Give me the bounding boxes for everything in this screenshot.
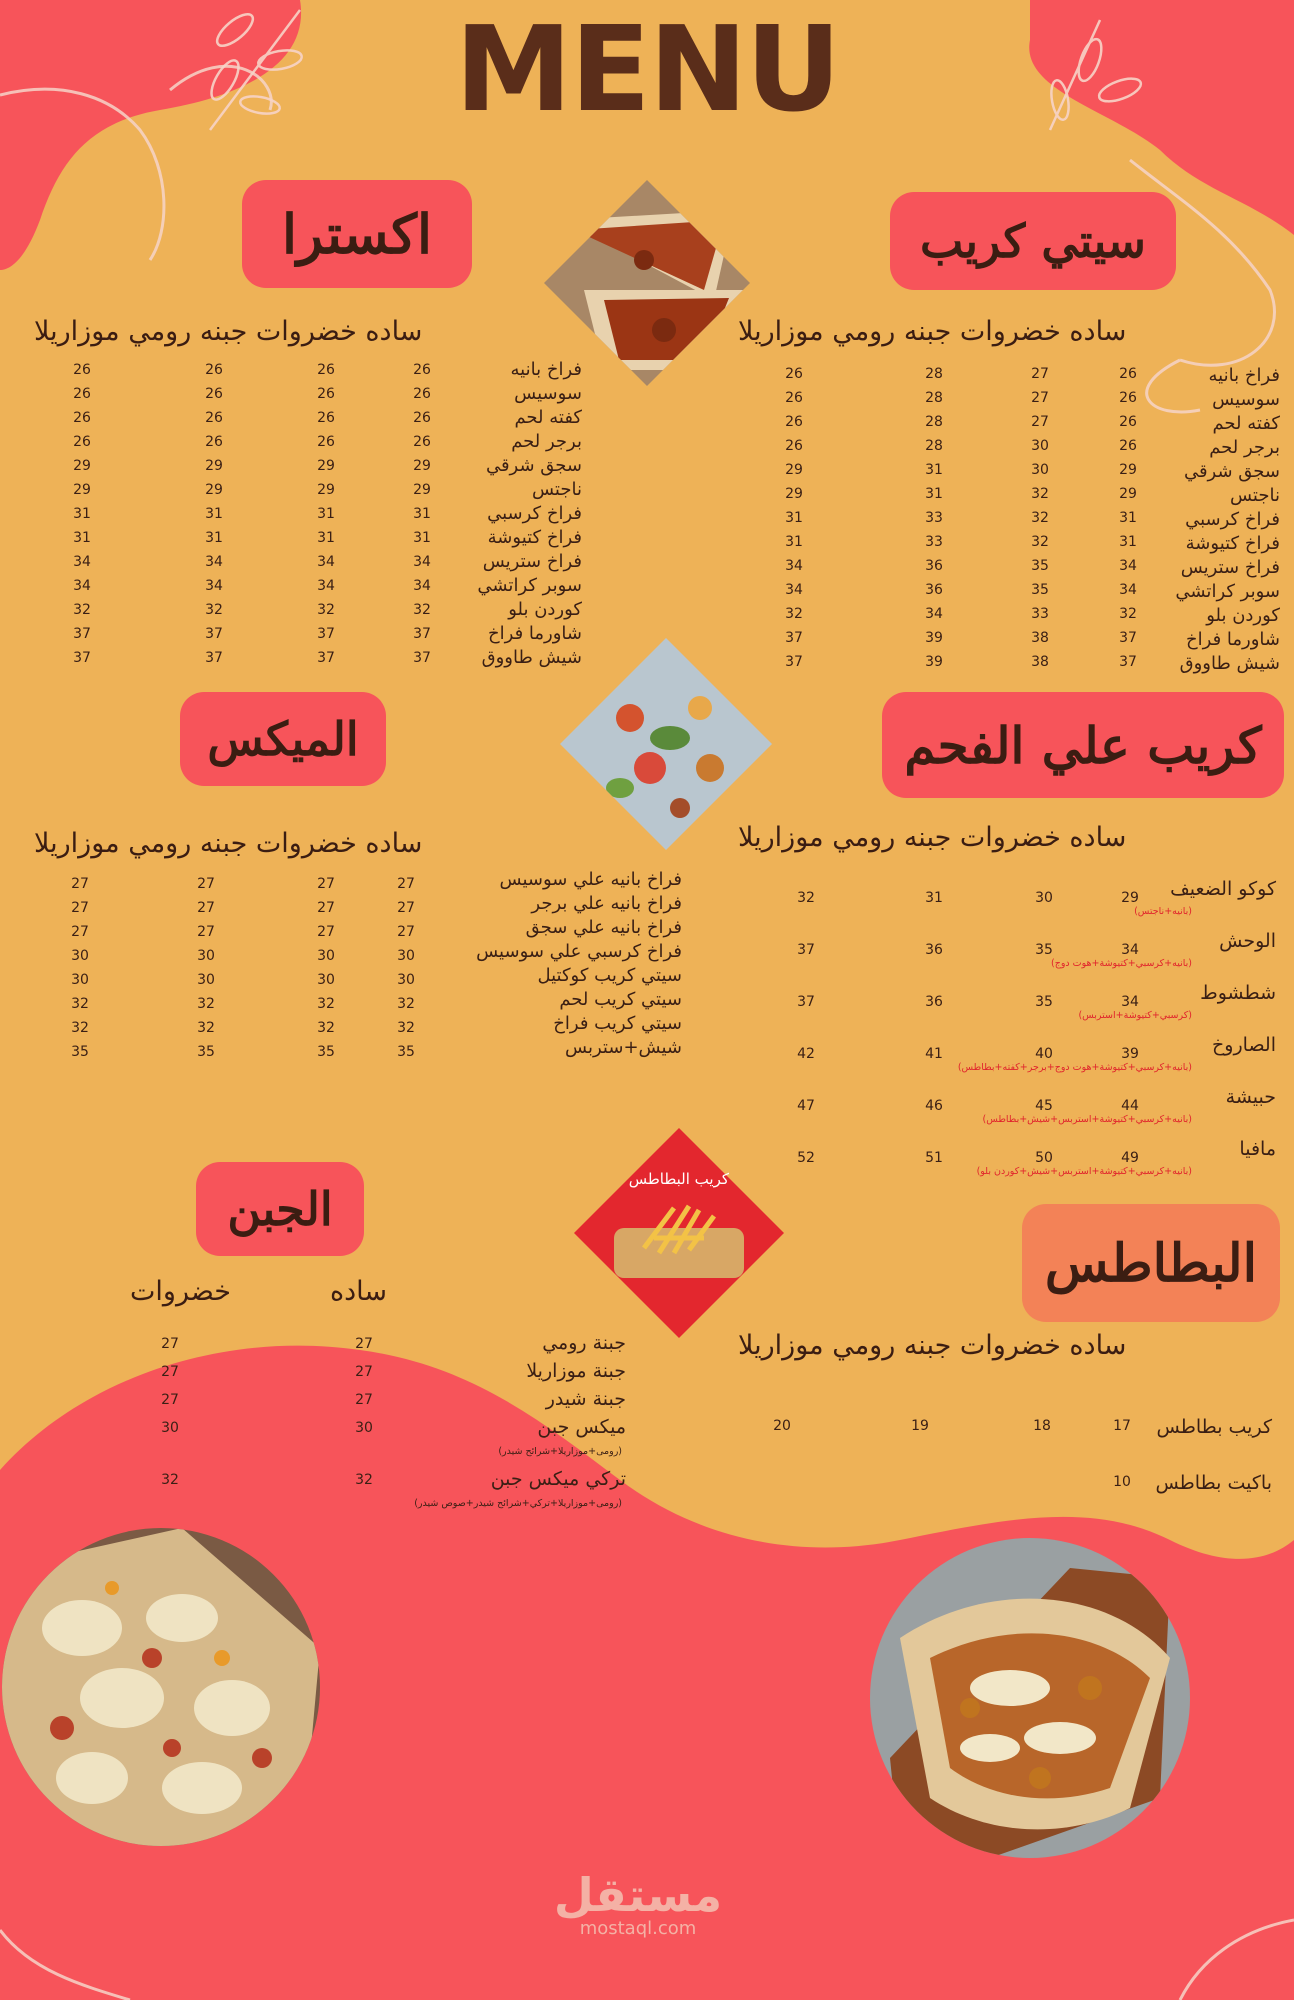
price: 37 xyxy=(317,626,335,642)
menu-item-name: فراخ بانيه xyxy=(1208,365,1280,386)
price: 27 xyxy=(161,1392,179,1408)
price: 32 xyxy=(197,1020,215,1036)
price: 31 xyxy=(317,530,335,546)
menu-item-name: فراخ بانيه علي سجق xyxy=(525,917,682,938)
price: 36 xyxy=(925,994,943,1010)
price: 27 xyxy=(355,1336,373,1352)
price: 37 xyxy=(205,650,223,666)
menu-item-name: سيتي كريب كوكتيل xyxy=(537,965,682,986)
price: 28 xyxy=(925,366,943,382)
price: 26 xyxy=(413,386,431,402)
menu-item-name: كوردن بلو xyxy=(508,599,582,620)
price: 30 xyxy=(397,948,415,964)
price: 34 xyxy=(1119,558,1137,574)
menu-item-name: حبيشة xyxy=(1225,1086,1276,1108)
menu-item-name: برجر لحم xyxy=(511,431,582,452)
menu-item-ingredients: (بانيه+كرسبي+كتيوشة+استربس+شيش+بطاطس) xyxy=(982,1114,1192,1125)
price: 31 xyxy=(925,890,943,906)
price: 30 xyxy=(197,972,215,988)
price: 40 xyxy=(1035,1046,1053,1062)
price: 27 xyxy=(397,900,415,916)
price: 27 xyxy=(71,900,89,916)
fries-diamond-photo xyxy=(574,1128,784,1338)
menu-item-name: شاورما فراخ xyxy=(1186,629,1280,650)
price: 26 xyxy=(1119,438,1137,454)
price: 50 xyxy=(1035,1150,1053,1166)
price: 26 xyxy=(317,386,335,402)
price: 31 xyxy=(785,510,803,526)
price: 26 xyxy=(205,362,223,378)
price: 35 xyxy=(317,1044,335,1060)
price: 29 xyxy=(413,482,431,498)
price: 31 xyxy=(1119,510,1137,526)
price: 41 xyxy=(925,1046,943,1062)
price: 31 xyxy=(73,530,91,546)
menu-item-name: جبنة رومي xyxy=(542,1332,626,1354)
menu-item-ingredients: (رومى+موزاريلا+تركي+شرائح شيدر+صوص شيدر) xyxy=(414,1498,622,1509)
price: 27 xyxy=(197,876,215,892)
price: 26 xyxy=(205,434,223,450)
price: 26 xyxy=(785,390,803,406)
price: 28 xyxy=(925,390,943,406)
menu-item-ingredients: (بانيه+كرسبي+كتيوشة+هوت دوج) xyxy=(1051,958,1192,969)
price: 30 xyxy=(197,948,215,964)
crepe-circle-photo-right xyxy=(870,1538,1190,1858)
crepe-diamond-photo xyxy=(544,180,750,386)
price: 26 xyxy=(317,434,335,450)
menu-item-name: الوحش xyxy=(1219,930,1276,952)
price: 27 xyxy=(1031,414,1049,430)
price: 30 xyxy=(355,1420,373,1436)
price: 27 xyxy=(355,1392,373,1408)
price: 31 xyxy=(317,506,335,522)
menu-item-name: الصاروخ xyxy=(1212,1034,1276,1056)
price: 42 xyxy=(797,1046,815,1062)
city-crepe-romi-column xyxy=(914,362,954,674)
price: 32 xyxy=(1031,510,1049,526)
price: 29 xyxy=(1121,890,1139,906)
price: 37 xyxy=(785,654,803,670)
menu-item-name: سجق شرقي xyxy=(485,455,582,476)
extra-mozz-column xyxy=(62,358,102,670)
menu-item-name: فراخ بانيه علي برجر xyxy=(531,893,682,914)
price: 51 xyxy=(925,1150,943,1166)
menu-item-name: شيش+ستربس xyxy=(565,1037,682,1058)
mix-item-list xyxy=(476,868,682,1060)
fries-photo-caption: كريب البطاطس xyxy=(628,1170,729,1188)
price: 37 xyxy=(785,630,803,646)
price: 37 xyxy=(797,942,815,958)
menu-item-name: فراخ كرسبي xyxy=(487,503,582,524)
menu-item-name: كفته لحم xyxy=(1212,413,1280,434)
price: 32 xyxy=(397,996,415,1012)
price: 20 xyxy=(773,1418,791,1434)
price: 30 xyxy=(161,1420,179,1436)
price: 28 xyxy=(925,438,943,454)
price: 44 xyxy=(1121,1098,1139,1114)
price: 29 xyxy=(785,462,803,478)
price: 30 xyxy=(1035,890,1053,906)
section-title-cheese: الجبن xyxy=(196,1162,364,1256)
price: 31 xyxy=(413,530,431,546)
price: 38 xyxy=(1031,654,1049,670)
price: 32 xyxy=(71,1020,89,1036)
menu-item-name: ناجتس xyxy=(1229,485,1280,506)
price: 27 xyxy=(397,924,415,940)
price: 47 xyxy=(797,1098,815,1114)
price: 26 xyxy=(785,414,803,430)
price: 34 xyxy=(1121,942,1139,958)
price: 26 xyxy=(1119,414,1137,430)
menu-item-name: ميكس جبن xyxy=(537,1416,626,1438)
mix-column-headers: ساده خضروات جبنه رومي موزاريلا xyxy=(34,828,423,859)
price: 27 xyxy=(317,900,335,916)
extra-khodar-column xyxy=(306,358,346,670)
price: 37 xyxy=(205,626,223,642)
extra-romi-column xyxy=(194,358,234,670)
price: 29 xyxy=(1119,462,1137,478)
price: 37 xyxy=(413,650,431,666)
menu-item-name: سجق شرقي xyxy=(1183,461,1280,482)
menu-item-name: فراخ ستريس xyxy=(482,551,582,572)
price: 27 xyxy=(397,876,415,892)
fries-column-headers: ساده خضروات جبنه رومي موزاريلا xyxy=(738,1330,1127,1361)
price: 32 xyxy=(797,890,815,906)
price: 33 xyxy=(925,534,943,550)
section-title-city-crepe: سيتي كريب xyxy=(890,192,1176,290)
price: 29 xyxy=(785,486,803,502)
city-crepe-mozz-column xyxy=(774,362,814,674)
menu-item-name: فراخ كرسبي علي سوسيس xyxy=(476,941,682,962)
menu-item-name: سوبر كراتشي xyxy=(1175,581,1280,602)
price: 33 xyxy=(925,510,943,526)
price: 29 xyxy=(73,458,91,474)
watermark xyxy=(528,1868,748,1940)
cheese-header-khodar: خضروات xyxy=(130,1276,231,1307)
city-crepe-sada-column xyxy=(1108,362,1148,674)
price: 26 xyxy=(785,438,803,454)
price: 37 xyxy=(413,626,431,642)
price: 30 xyxy=(317,972,335,988)
extra-item-list xyxy=(477,358,582,670)
menu-item-name: سيتي كريب فراخ xyxy=(553,1013,682,1034)
price: 26 xyxy=(317,362,335,378)
price: 32 xyxy=(205,602,223,618)
menu-item-name: فراخ كتيوشة xyxy=(487,527,582,548)
price: 34 xyxy=(1119,582,1137,598)
extra-sada-column xyxy=(402,358,442,670)
price: 27 xyxy=(1031,366,1049,382)
price: 31 xyxy=(73,506,91,522)
price: 18 xyxy=(1033,1418,1051,1434)
price: 32 xyxy=(317,1020,335,1036)
price: 52 xyxy=(797,1150,815,1166)
price: 37 xyxy=(1119,654,1137,670)
crepe-circle-photo-left xyxy=(2,1528,320,1846)
charcoal-column-headers: ساده خضروات جبنه رومي موزاريلا xyxy=(738,822,1127,853)
watermark-arabic: مستقل xyxy=(553,1868,723,1922)
price: 27 xyxy=(197,924,215,940)
price: 27 xyxy=(161,1336,179,1352)
price: 34 xyxy=(317,554,335,570)
price: 31 xyxy=(925,486,943,502)
price: 29 xyxy=(413,458,431,474)
price: 31 xyxy=(1119,534,1137,550)
price: 29 xyxy=(73,482,91,498)
price: 30 xyxy=(397,972,415,988)
price: 32 xyxy=(1031,534,1049,550)
menu-item-ingredients: (رومى+موزاريلا+شرائح شيدر) xyxy=(498,1446,622,1457)
price: 32 xyxy=(317,602,335,618)
price: 37 xyxy=(73,650,91,666)
menu-item-name: تركي ميكس جبن xyxy=(490,1468,626,1490)
price: 26 xyxy=(785,366,803,382)
price: 37 xyxy=(317,650,335,666)
price: 35 xyxy=(397,1044,415,1060)
menu-item-name: سيتي كريب لحم xyxy=(559,989,682,1010)
menu-item-name: فراخ كتيوشة xyxy=(1185,533,1280,554)
watermark-latin: mostaql.com xyxy=(579,1918,697,1939)
price: 27 xyxy=(317,924,335,940)
menu-item-name: جبنة شيدر xyxy=(545,1388,626,1410)
mix-romi-column xyxy=(186,872,226,1064)
price: 27 xyxy=(355,1364,373,1380)
cheese-header-sada: ساده xyxy=(330,1276,388,1307)
price: 32 xyxy=(1031,486,1049,502)
extra-column-headers: ساده خضروات جبنه رومي موزاريلا xyxy=(34,316,423,347)
price: 34 xyxy=(205,554,223,570)
mix-sada-column xyxy=(386,872,426,1064)
menu-item-name: برجر لحم xyxy=(1209,437,1280,458)
price: 34 xyxy=(785,582,803,598)
price: 32 xyxy=(73,602,91,618)
price: 46 xyxy=(925,1098,943,1114)
price: 29 xyxy=(317,482,335,498)
price: 27 xyxy=(197,900,215,916)
section-title-charcoal-crepe: كريب علي الفحم xyxy=(882,692,1284,798)
price: 35 xyxy=(1035,994,1053,1010)
mix-khodar-column xyxy=(306,872,346,1064)
price: 26 xyxy=(1119,366,1137,382)
price: 26 xyxy=(205,410,223,426)
menu-item-name: كفته لحم xyxy=(514,407,582,428)
price: 26 xyxy=(205,386,223,402)
price: 34 xyxy=(413,554,431,570)
price: 32 xyxy=(785,606,803,622)
price: 32 xyxy=(355,1472,373,1488)
menu-item-name: سوبر كراتشي xyxy=(477,575,582,596)
menu-item-name: فراخ ستريس xyxy=(1180,557,1280,578)
menu-item-name: كريب بطاطس xyxy=(1156,1416,1272,1438)
price: 26 xyxy=(413,434,431,450)
mix-diamond-photo xyxy=(560,638,772,850)
price: 30 xyxy=(1031,462,1049,478)
price: 27 xyxy=(1031,390,1049,406)
price: 32 xyxy=(161,1472,179,1488)
price: 26 xyxy=(1119,390,1137,406)
price: 31 xyxy=(925,462,943,478)
price: 33 xyxy=(1031,606,1049,622)
price: 49 xyxy=(1121,1150,1139,1166)
menu-item-ingredients: (كرسبي+كتيوشة+استربس) xyxy=(1078,1010,1192,1021)
menu-item-name: كوكو الضعيف xyxy=(1170,878,1276,900)
price: 31 xyxy=(785,534,803,550)
city-crepe-item-list xyxy=(1175,364,1280,676)
price: 37 xyxy=(797,994,815,1010)
menu-item-name: فراخ بانيه xyxy=(510,359,582,380)
price: 26 xyxy=(413,410,431,426)
price: 17 xyxy=(1113,1418,1131,1434)
menu-item-name: جبنة موزاريلا xyxy=(526,1360,626,1382)
price: 37 xyxy=(73,626,91,642)
price: 26 xyxy=(317,410,335,426)
menu-item-name: ناجتس xyxy=(531,479,582,500)
price: 30 xyxy=(317,948,335,964)
price: 29 xyxy=(317,458,335,474)
price: 37 xyxy=(1119,630,1137,646)
price: 35 xyxy=(1031,558,1049,574)
section-title-extra: اكسترا xyxy=(242,180,472,288)
price: 32 xyxy=(397,1020,415,1036)
price: 30 xyxy=(71,948,89,964)
price: 29 xyxy=(205,458,223,474)
price: 34 xyxy=(1121,994,1139,1010)
price: 38 xyxy=(1031,630,1049,646)
price: 28 xyxy=(925,414,943,430)
price: 10 xyxy=(1113,1474,1131,1490)
price: 26 xyxy=(73,410,91,426)
section-title-mix: الميكس xyxy=(180,692,386,786)
price: 31 xyxy=(205,530,223,546)
city-crepe-khodar-column xyxy=(1020,362,1060,674)
price: 31 xyxy=(205,506,223,522)
menu-item-name: سوسيس xyxy=(514,383,582,404)
price: 36 xyxy=(925,582,943,598)
price: 39 xyxy=(925,654,943,670)
price: 35 xyxy=(197,1044,215,1060)
price: 35 xyxy=(71,1044,89,1060)
price: 27 xyxy=(317,876,335,892)
price: 32 xyxy=(71,996,89,1012)
price: 19 xyxy=(911,1418,929,1434)
menu-item-name: فراخ بانيه علي سوسيس xyxy=(499,869,682,890)
menu-item-name: شطشوط xyxy=(1200,982,1276,1004)
menu-item-name: باكيت بطاطس xyxy=(1155,1472,1272,1494)
price: 34 xyxy=(73,554,91,570)
price: 26 xyxy=(73,434,91,450)
menu-item-name: شيش طاووق xyxy=(481,647,582,668)
price: 27 xyxy=(71,924,89,940)
price: 26 xyxy=(73,362,91,378)
menu-item-name: مافيا xyxy=(1239,1138,1276,1160)
price: 27 xyxy=(71,876,89,892)
price: 27 xyxy=(161,1364,179,1380)
price: 36 xyxy=(925,942,943,958)
city-crepe-column-headers: ساده خضروات جبنه رومي موزاريلا xyxy=(738,316,1127,347)
price: 29 xyxy=(205,482,223,498)
price: 34 xyxy=(413,578,431,594)
price: 34 xyxy=(73,578,91,594)
price: 39 xyxy=(925,630,943,646)
price: 45 xyxy=(1035,1098,1053,1114)
price: 34 xyxy=(205,578,223,594)
menu-item-name: شيش طاووق xyxy=(1179,653,1280,674)
mix-mozz-column xyxy=(60,872,100,1064)
menu-item-name: سوسيس xyxy=(1212,389,1280,410)
price: 32 xyxy=(1119,606,1137,622)
price: 30 xyxy=(1031,438,1049,454)
price: 29 xyxy=(1119,486,1137,502)
menu-item-name: كوردن بلو xyxy=(1206,605,1280,626)
price: 34 xyxy=(785,558,803,574)
price: 32 xyxy=(413,602,431,618)
price: 26 xyxy=(73,386,91,402)
price: 39 xyxy=(1121,1046,1139,1062)
price: 34 xyxy=(317,578,335,594)
price: 32 xyxy=(317,996,335,1012)
menu-item-name: شاورما فراخ xyxy=(488,623,582,644)
price: 35 xyxy=(1031,582,1049,598)
price: 36 xyxy=(925,558,943,574)
menu-item-name: فراخ كرسبي xyxy=(1185,509,1280,530)
menu-item-ingredients: (بانيه+ناجتس) xyxy=(1134,906,1192,917)
menu-item-ingredients: (بانيه+كرسبي+كتيوشة+استربس+شيش+كوردن بلو) xyxy=(976,1166,1192,1177)
menu-title: MENU xyxy=(454,0,840,138)
price: 26 xyxy=(413,362,431,378)
price: 35 xyxy=(1035,942,1053,958)
section-title-fries: البطاطس xyxy=(1022,1204,1280,1322)
menu-item-ingredients: (بانيه+كرسبي+كتيوشة+هوت دوج+برجر+كفته+بطاطس) xyxy=(957,1062,1192,1073)
price: 30 xyxy=(71,972,89,988)
price: 34 xyxy=(925,606,943,622)
price: 32 xyxy=(197,996,215,1012)
price: 31 xyxy=(413,506,431,522)
